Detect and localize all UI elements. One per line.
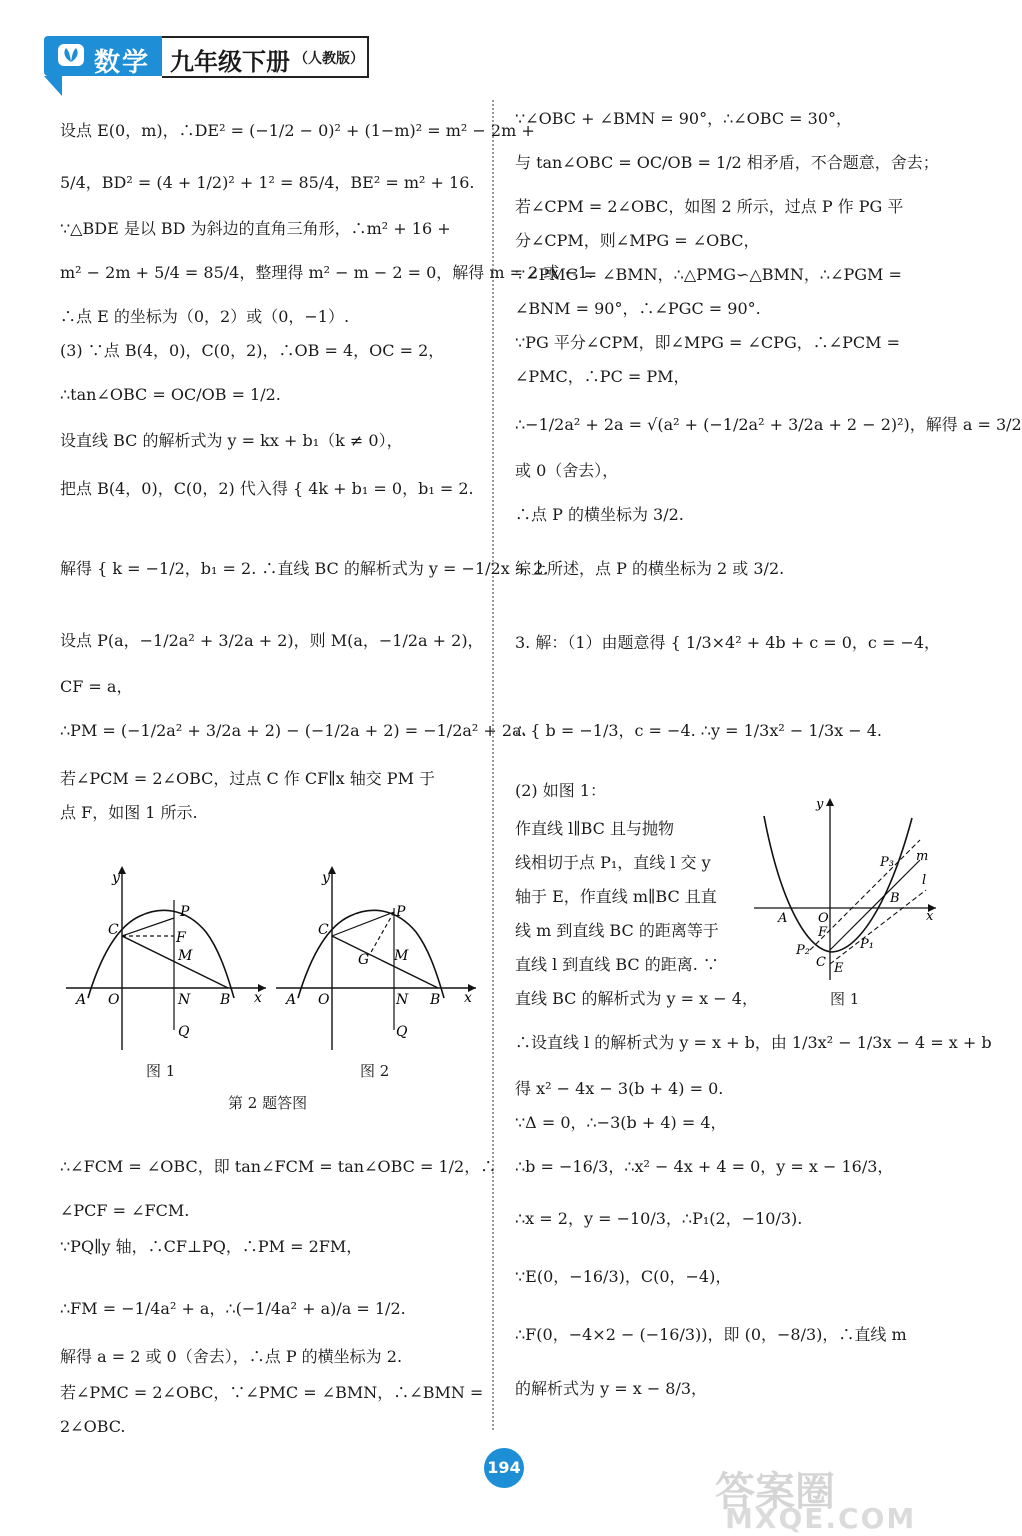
text-line: ∴设直线 l 的解析式为 y = x + b，由 1/3x² − 1/3x − 4 = x + b [515,1033,992,1052]
page-number: 194 [484,1448,524,1488]
text-line: 的解析式为 y = x − 8/3， [515,1379,708,1398]
fig2-point-B: B [430,992,441,1008]
text-line: 2∠OBC. [60,1417,126,1436]
text-line: CF = a， [60,677,133,696]
right-figure-caption: 图 1 [830,990,860,1008]
text-line: ∴tan∠OBC = OC/OB = 1/2. [60,385,281,404]
text-line: ∴点 P 的横坐标为 3/2. [515,505,684,524]
fig2-point-G: G [358,952,370,968]
watermark-brand: 答案圈 [715,1469,835,1515]
fig2-y-label: y [322,870,330,886]
banner-corner [44,76,62,96]
text-line: 与 tan∠OBC = OC/OB = 1/2 相矛盾，不合题意，舍去； [515,153,939,172]
watermark [715,1460,935,1535]
rfig-point-F: F [818,925,828,940]
fig2-point-Q: Q [396,1024,408,1040]
figure-2-caption: 图 2 [360,1062,390,1080]
text-line: m² − 2m + 5/4 = 85/4，整理得 m² − m − 2 = 0，解得 m = 2 或 −1. [60,263,594,282]
text-line: 作直线 l∥BC 且与抛物 [515,819,674,838]
text-line: (3) ∵点 B(4，0)，C(0，2)，∴OB = 4，OC = 2， [60,341,445,360]
text-line: ∴F(0，−4×2 − (−16/3))，即 (0，−8/3)，∴直线 m [515,1325,907,1344]
text-line: ∵∠PMG = ∠BMN，∴△PMG∽△BMN，∴∠PGM = [515,265,902,284]
text-line: ∵PG 平分∠CPM，即∠MPG = ∠CPG，∴∠PCM = [515,333,901,352]
fig1-point-M: M [178,948,193,964]
rfig-origin-label: O [818,911,829,926]
fig2-point-P: P [396,904,406,920]
figure-group-caption: 第 2 题答图 [228,1094,308,1112]
rfig-point-A: A [778,911,788,926]
rfig-point-C: C [816,955,826,970]
fig1-point-A: A [76,992,87,1008]
text-line: 分∠CPM，则∠MPG = ∠OBC， [515,231,760,250]
fig1-point-B: B [220,992,231,1008]
rfig-x-label: x [926,909,934,924]
text-line: 得 x² − 4x − 3(b + 4) = 0. [515,1079,724,1098]
text-line: 设点 E(0，m)，∴DE² = (−1/2 − 0)² + (1−m)² = m² − 2m + [60,121,535,140]
edition-label: （人教版） [294,51,364,67]
text-line: ∵PQ∥y 轴，∴CF⊥PQ，∴PM = 2FM， [60,1237,363,1256]
text-line: ∠PMC，∴PC = PM， [515,367,690,386]
fig1-point-P: P [180,904,190,920]
rfig-line-m: m [916,849,929,864]
text-line: 线 m 到直线 BC 的距离等于 [515,921,719,940]
fig1-point-N: N [178,992,191,1008]
fig2-point-M: M [394,948,409,964]
fig1-x-label: x [254,990,262,1006]
rfig-y-label: y [816,797,824,812]
text-line: ∠BNM = 90°，∴∠PGC = 90°. [515,299,761,318]
text-line: 轴于 E，作直线 m∥BC 且直 [515,887,717,906]
figure-right-1 [750,790,940,990]
text-line: 综上所述，点 P 的横坐标为 2 或 3/2. [515,559,785,578]
text-line: 若∠PMC = 2∠OBC，∵∠PMC = ∠BMN，∴∠BMN = [60,1383,484,1402]
text-line: ∵∠OBC + ∠BMN = 90°，∴∠OBC = 30°， [515,109,853,128]
rfig-point-E: E [834,961,844,976]
text-line: ∴FM = −1/4a² + a，∴(−1/4a² + a)/a = 1/2. [60,1299,406,1318]
text-line: ∴x = 2，y = −10/3，∴P₁(2，−10/3). [515,1209,803,1228]
text-line: 5/4，BD² = (4 + 1/2)² + 1² = 85/4，BE² = m² + 16. [60,173,475,192]
column-divider [492,100,494,1430]
text-line: 设点 P(a，−1/2a² + 3/2a + 2)，则 M(a，−1/2a + 2)， [60,631,484,650]
text-line: 把点 B(4，0)，C(0，2) 代入得 { 4k + b₁ = 0，b₁ = 2. [60,479,474,498]
text-line: ∴ { b = −1/3，c = −4. ∴y = 1/3x² − 1/3x − 4. [515,721,882,740]
text-line: 3. 解：（1）由题意得 { 1/3×4² + 4b + c = 0，c = −4， [515,633,941,652]
figure-1-caption: 图 1 [146,1062,176,1080]
text-line: 设直线 BC 的解析式为 y = kx + b₁（k ≠ 0）， [60,431,403,450]
subject-label: 数学 [94,48,151,78]
text-line: ∴∠FCM = ∠OBC，即 tan∠FCM = tan∠OBC = 1/2，∴ [60,1157,497,1176]
text-line: 若∠PCM = 2∠OBC，过点 C 作 CF∥x 轴交 PM 于 [60,769,436,788]
figure-2 [276,860,476,1060]
grade-label: 九年级下册 [170,48,290,76]
page-header [44,30,374,80]
text-line: ∴−1/2a² + 2a = √(a² + (−1/2a² + 3/2a + 2 − 2)²)，解得 a = 3/2 [515,415,1022,434]
rfig-point-P3: P₃ [880,855,894,870]
text-line: 直线 BC 的解析式为 y = x − 4， [515,989,758,1008]
fig1-y-label: y [112,870,120,886]
rfig-point-P1: P₁ [860,937,874,952]
fig2-point-N: N [396,992,409,1008]
text-line: ∴点 E 的坐标为（0，2）或（0，−1）. [60,307,350,326]
text-line: 点 F，如图 1 所示. [60,803,198,822]
text-line: ∴b = −16/3，∴x² − 4x + 4 = 0，y = x − 16/3， [515,1157,894,1176]
text-line: 线相切于点 P₁，直线 l 交 y [515,853,711,872]
text-line: 若∠CPM = 2∠OBC，如图 2 所示，过点 P 作 PG 平 [515,197,904,216]
fig1-point-Q: Q [178,1024,190,1040]
text-line: ∠PCF = ∠FCM. [60,1201,190,1220]
text-line: 解得 { k = −1/2，b₁ = 2. ∴直线 BC 的解析式为 y = −1/2x + 2. [60,559,549,578]
text-line: (2) 如图 1： [515,781,607,800]
rfig-point-P2: P₂ [796,943,810,958]
fig2-point-A: A [286,992,297,1008]
text-line: 或 0（舍去）， [515,461,619,480]
fig2-origin-label: O [318,992,330,1008]
fig2-x-label: x [464,990,472,1006]
rfig-point-B: B [890,891,900,906]
fig2-point-C: C [318,922,329,938]
fig1-point-F: F [176,930,186,946]
text-line: 解得 a = 2 或 0（舍去），∴点 P 的横坐标为 2. [60,1347,403,1366]
text-line: ∵E(0，−16/3)，C(0，−4)， [515,1267,732,1286]
text-line: ∴PM = (−1/2a² + 3/2a + 2) − (−1/2a + 2) = −1/2a² + 2a. [60,721,527,740]
watermark-url: MXQE.COM [725,1502,917,1535]
text-line: 直线 l 到直线 BC 的距离. ∵ [515,955,719,974]
fig1-point-C: C [108,922,119,938]
rfig-line-l: l [922,873,927,888]
text-line: ∵△BDE 是以 BD 为斜边的直角三角形，∴m² + 16 + [60,219,451,238]
fig1-origin-label: O [108,992,120,1008]
text-line: ∵Δ = 0，∴−3(b + 4) = 4， [515,1113,727,1132]
leaf-icon [58,44,84,66]
figure-1 [66,860,266,1060]
